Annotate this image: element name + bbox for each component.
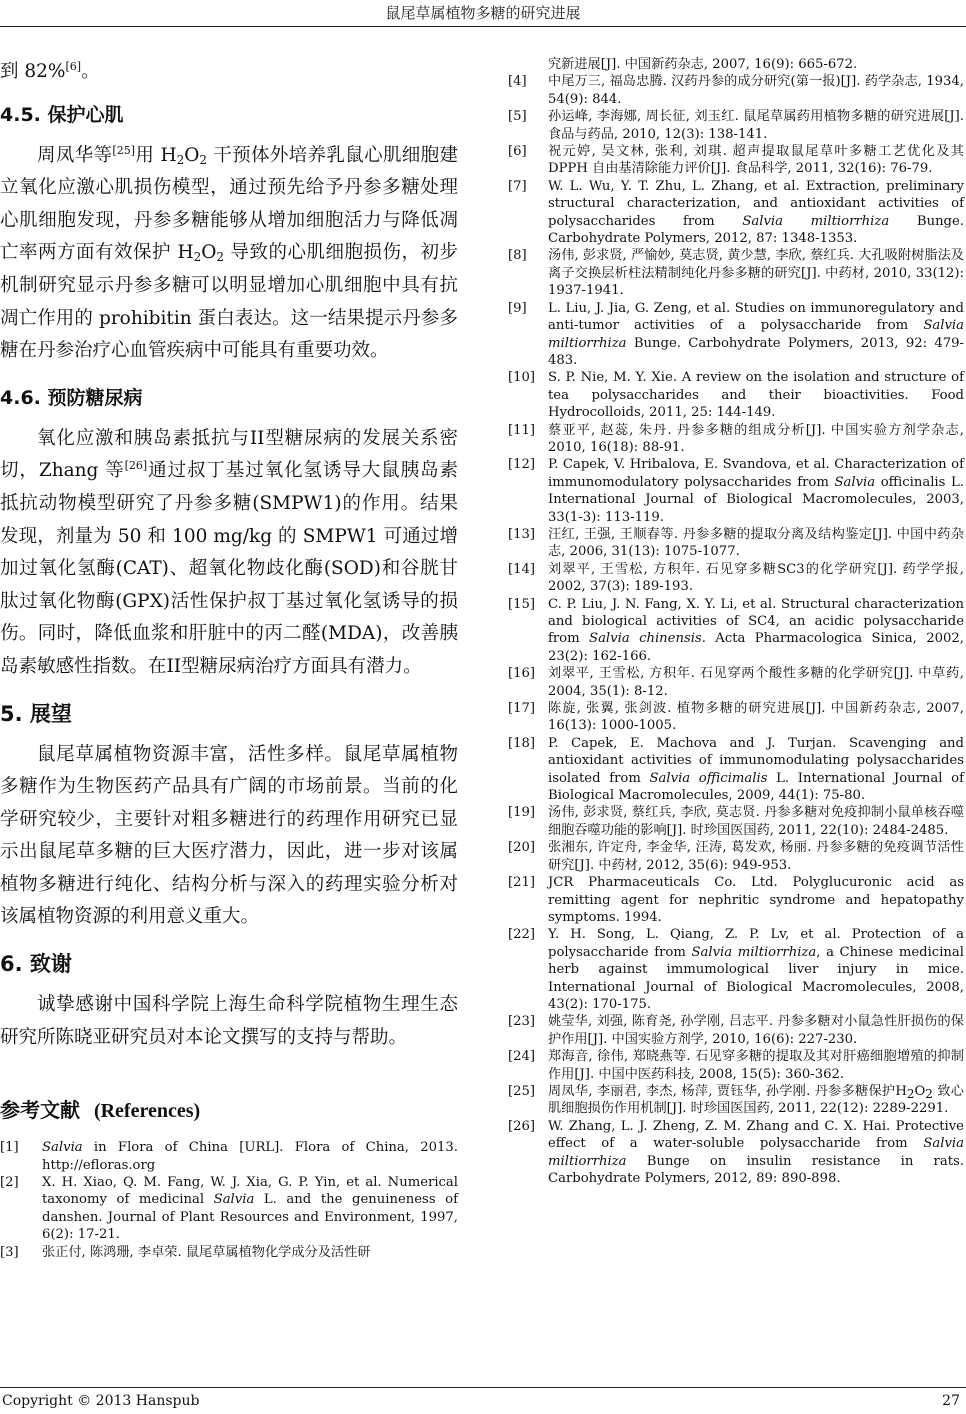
page-number: 27 bbox=[942, 1393, 960, 1409]
paragraph-outlook: 鼠尾草属植物资源丰富，活性多样。鼠尾草属植物多糖作为生物医药产品具有广阔的市场前景。当前的化学研究较少，主要针对粗多糖进行的药理作用研究已显示出鼠尾草多糖的巨大医疗潜力，因此，进一步对该属植物多糖进行纯化、结构分析与深入的药理实验分析对该属植物资源的利用意义重大。 bbox=[0, 743, 458, 928]
reference-item: [3] 张正付, 陈鸿珊, 李卓荣. 鼠尾草属植物化学成分及活性研 bbox=[0, 1244, 371, 1260]
paragraph-prevent-diabetes: 氧化应激和胰岛素抵抗与II型糖尿病的发展关系密切，Zhang 等[26]通过叔丁基过氧化氢诱导大鼠胰岛素抵抗动物模型研究了丹参多糖(SMPW1)的作用。结果发现，剂量为 50 和 100 mg/kg 的 SMPW1 可通过增加过氧化氢酶(CAT)、超氧化物歧化酶(SOD)和谷胱甘肽过氧化物酶(GPX)活性保护叔丁基过氧化氢诱导的损伤。同时，降低血浆和肝脏中的丙二醛(MDA)，改善胰岛素敏感性指数。在II型糖尿病治疗方面具有潜力。 bbox=[0, 427, 458, 677]
paragraph-protect-myocardium: 周凤华等[25]用 $H_2O_2$ 干预体外培养乳鼠心肌细胞建立氧化应激心肌损伤模型，通过预先给予丹参多糖处理心肌细胞发现，丹参多糖能够从增加细胞活力与降低凋亡率两方面有效保护 $H_2O_2$ 导致的心肌细胞损伤，初步机制研究显示丹参多糖可以明显增加心肌细胞中具有抗凋亡作用的 prohibitin 蛋白表达。这一结果提示丹参多糖在丹参治疗心血管疾病中可能具有重要功效。 bbox=[0, 143, 459, 362]
section-heading-4-5: 4.5. 保护心肌 bbox=[0, 103, 124, 126]
section-heading-6: 6. 致谢 bbox=[0, 952, 72, 977]
reference-item: [1] Salvia in Flora of China [URL]. Flora of China, 2013. http://efloras.org bbox=[0, 1140, 458, 1173]
section-heading-4-6: 4.6. 预防糖尿病 bbox=[0, 386, 143, 409]
reference-item: [11] 蔡亚平, 赵蕊, 朱丹. 丹参多糖的组成分析[J]. 中国实验方剂学杂志, 2010, 16(18): 88-91. bbox=[508, 422, 964, 455]
section-heading-5: 5. 展望 bbox=[0, 701, 72, 726]
left-column bbox=[0, 56, 458, 1261]
paragraph-acknowledgement: 诚挚感谢中国科学院上海生命科学院植物生理生态研究所陈晓亚研究员对本论文撰写的支持与帮助。 bbox=[0, 994, 458, 1048]
reference-item: [23] 姚莹华, 刘强, 陈育尧, 孙学刚, 吕志平. 丹参多糖对小鼠急性肝损伤的保护作用[J]. 中国实验方剂学, 2010, 16(6): 227-230. bbox=[508, 1014, 964, 1047]
reference-item: [26] W. Zhang, L. J. Zheng, Z. M. Zhang and C. X. Hai. Protective effect of a water-soluble polysaccharide from Salvia miltiorrhiza Bunge on insulin resistance in rats. Carbohydrate Polymers, 2012, 89: 890-898. bbox=[508, 1118, 964, 1186]
header-rule bbox=[0, 26, 966, 27]
references-list-left bbox=[0, 1139, 458, 1261]
reference-item: 究新进展[J]. 中国新药杂志, 2007, 16(9): 665-672. bbox=[548, 57, 858, 72]
footer-rule bbox=[0, 1387, 966, 1388]
reference-item: [16] 刘翠平, 王雪松, 方积年. 石见穿两个酸性多糖的化学研究[J]. 中草药, 2004, 35(1): 8-12. bbox=[508, 666, 964, 699]
reference-item: [6] 祝元婷, 吴文林, 张利, 刘琪. 超声提取鼠尾草叶多糖工艺优化及其 DPPH 自由基清除能力评价[J]. 食品科学, 2011, 32(16): 76-79. bbox=[508, 144, 964, 177]
reference-item: [4] 中尾万三, 福岛忠腾. 汉药丹参的成分研究(第一报)[J]. 药学杂志, 1934, 54(9): 844. bbox=[508, 74, 964, 107]
reference-item: [14] 刘翠平, 王雪松, 方积年. 石见穿多糖SC3的化学研究[J]. 药学学报, 2002, 37(3): 189-193. bbox=[508, 561, 964, 595]
reference-item: [2] X. H. Xiao, Q. M. Fang, W. J. Xia, G. P. Yin, et al. Numerical taxonomy of medicinal Salvia L. and the genuineness of danshen. Journal of Plant Resources and Environment, 1997, 6(2): 17-21. bbox=[0, 1175, 458, 1243]
running-title: 鼠尾草属植物多糖的研究进展 bbox=[385, 4, 581, 22]
reference-item: [8] 汤伟, 彭求贤, 严愉妙, 莫志贤, 黄少慧, 李欣, 蔡红兵. 大孔吸附树脂法及离子交换层析柱法精制纯化丹参多糖的研究[J]. 中药材, 2010, 33(12): 1937-1941. bbox=[508, 248, 964, 299]
reference-item: [13] 汪红, 王强, 王顺春等. 丹参多糖的提取分离及结构鉴定[J]. 中国中药杂志, 2006, 31(13): 1075-1077. bbox=[508, 526, 964, 560]
reference-item: [22] Y. H. Song, L. Qiang, Z. P. Lv, et al. Protection of a polysaccharide from Salvia miltiorrhiza, a Chinese medicinal herb against immumological liver injury in mice. International Journal of Biological Macromolecules, 2008, 43(2): 170-175. bbox=[508, 927, 964, 1012]
paragraph-continued: 到 82%[6]。 bbox=[0, 60, 100, 82]
reference-item: [15] C. P. Liu, J. N. Fang, X. Y. Li, et al. Structural characterization and biological activities of SC4, an acidic polysaccharide from Salvia chinensis. Acta Pharmacologica Sinica, 2002, 23(2): 162-166. bbox=[508, 596, 964, 664]
reference-item: [17] 陈旋, 张翼, 张剑波. 植物多糖的研究进展[J]. 中国新药杂志, 2007, 16(13): 1000-1005. bbox=[508, 701, 964, 734]
references-list-right bbox=[508, 56, 964, 1187]
reference-item: [12] P. Capek, V. Hribalova, E. Svandova, et al. Characterization of immunomodulatory polysaccharides from Salvia officinalis L. International Journal of Biological Macromolecules, 2003, 33(1-3): 113-119. bbox=[508, 457, 964, 525]
reference-item: [9] L. Liu, J. Jia, G. Zeng, et al. Studies on immunoregulatory and anti-tumor activities of a polysaccharide from Salvia miltiorrhiza Bunge. Carbohydrate Polymers, 2013, 92: 479-483. bbox=[508, 300, 964, 368]
reference-item: [25] 周凤华, 李丽君, 李杰, 杨萍, 贾钰华, 孙学刚. 丹参多糖保护$H_2O_2$ 致心肌细胞损伤作用机制[J]. 时珍国医国药, 2011, 22(12): 2289-2291. bbox=[508, 1083, 964, 1117]
references-heading: 参考文献 (References) bbox=[0, 1098, 201, 1123]
reference-item: [5] 孙运峰, 李海娜, 周长征, 刘玉红. 鼠尾草属药用植物多糖的研究进展[J]. 食品与药品, 2010, 12(3): 138-141. bbox=[508, 109, 964, 142]
reference-item: [19] 汤伟, 彭求贤, 蔡红兵, 李欣, 莫志贤. 丹参多糖对免疫抑制小鼠单核吞噬细胞吞噬功能的影响[J]. 时珍国医国药, 2011, 22(10): 2484-2485. bbox=[508, 805, 964, 838]
reference-item: [24] 郑海音, 徐伟, 郑晓燕等. 石见穿多糖的提取及其对肝癌细胞增殖的抑制作用[J]. 中国中医药科技, 2008, 15(5): 360-362. bbox=[508, 1049, 964, 1082]
reference-item: [10] S. P. Nie, M. Y. Xie. A review on the isolation and structure of tea polysaccharides and their bioactivities. Food Hydrocolloids, 2011, 25: 144-149. bbox=[508, 370, 964, 421]
reference-item: [21] JCR Pharmaceuticals Co. Ltd. Polyglucuronic acid as remitting agent for nephritic syndrome and hepatopathy symptoms. 1994. bbox=[508, 875, 964, 925]
footer-copyright: Copyright © 2013 Hanspub bbox=[2, 1393, 200, 1409]
reference-item: [18] P. Capek, E. Machova and J. Turjan. Scavenging and antioxidant activities of immunomodulating polysaccharides isolated from Salvia officimalis L. International Journal of Biological Macromolecules, 2009, 44(1): 75-80. bbox=[508, 735, 964, 804]
reference-item: [7] W. L. Wu, Y. T. Zhu, L. Zhang, et al. Extraction, preliminary structural characterization, and antioxidant activities of polysaccharides from Salvia miltiorrhiza Bunge. Carbohydrate Polymers, 2012, 87: 1348-1353. bbox=[508, 178, 964, 247]
reference-item: [20] 张湘东, 许定舟, 李金华, 汪涛, 葛发欢, 杨丽. 丹参多糖的免疫调节活性研究[J]. 中药材, 2012, 35(6): 949-953. bbox=[508, 840, 964, 873]
